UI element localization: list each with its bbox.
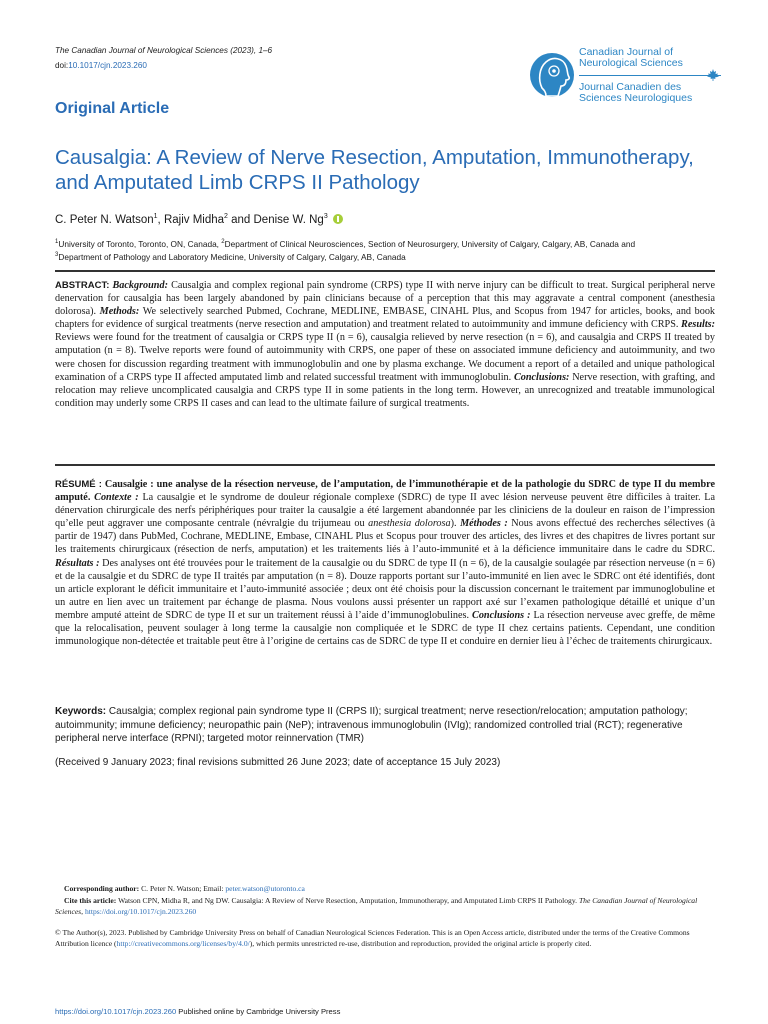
abstract-english — [55, 279, 715, 410]
methods-label: Methods: — [99, 306, 140, 318]
abstract-label: ABSTRACT: — [55, 280, 110, 291]
journal-citation: The Canadian Journal of Neurological Sciences (2023), 1–6 — [55, 46, 273, 55]
affiliation-sup: 1 — [55, 239, 59, 245]
methods-text: We selectively searched Pubmed, Cochrane, MEDLINE, EMBASE, CINAHL Plus, and Scopus from 1947 for articles, books, and book chapters for evidence of surgical treatments (nerve resection and amputation) and treatment related to autoimmunity and immune deficiency with CRPS. — [55, 306, 716, 331]
doi-line — [55, 61, 147, 70]
corresponding-text: C. Peter N. Watson; Email: — [141, 884, 224, 893]
corresponding-author — [64, 883, 714, 894]
contexte-text: La causalgie et le syndrome de douleur régionale complexe (SDRC) de type II avec lésion nerveuse peuvent être difficiles à traiter. La dénervation chirurgicale des nerfs périphériques pour traiter la causalgie a été largement abandonnée par les cliniciens de la douleur en raison de l’impression qu’elle peut aggraver une composante centrale (névralgie du trijumeau ou — [55, 492, 716, 530]
methodes-text: Nous avons effectué des recherches sélectives (à partir de 1947) dans PubMed, Cochrane, MEDLINE, Embase, CINAHL Plus et Scopus pour trouver des articles, des livres et des chapitres de livres portant sur les traitements chirurgicaux (résection de nerfs, amputation) et les traitements liés à l’auto-immunité et à la déficience immunitaire dans le cadre du SDRC. — [55, 518, 716, 556]
background-label: Background: — [112, 280, 168, 291]
conclusions-fr-label: Conclusions : — [472, 609, 531, 621]
affiliation-text: University of Toronto, Toronto, ON, Canada, — [58, 238, 222, 249]
keywords — [55, 705, 715, 746]
affiliations-line-1 — [55, 236, 715, 250]
license-text: © The Author(s), 2023. Published by Cambridge University Press on behalf of Canadian Neurological Sciences Federation. This is an Open Access article, distributed under the terms of the Creative Commons Attribution licence ( — [55, 928, 690, 948]
divider-rule — [55, 464, 715, 466]
license-text-end: ), which permits unrestricted re-use, distribution and reproduction, provided the original article is properly cited. — [249, 939, 592, 948]
logo-fr-line2: Sciences Neurologiques — [579, 92, 693, 104]
cite-text: Watson CPN, Midha R, and Ng DW. Causalgia: A Review of Nerve Resection, Amputation, Immunotherapy, and Amputated Limb CRPS II Pathology. — [118, 896, 578, 905]
results-text: Reviews were found for the treatment of causalgia or CRPS type II (n = 6), causalgia relieved by nerve resection (n = 6), and causalgia and CRPS II treated by amputation (n = 8). Twelve reports were found of autoimmunity with CRPS, one paper of these on associated immune deficiency and autoimmunity, and two were chosen for discussion regarding treatment with immunoglobulin and one by plasma exchange. We document a report of a detailed and unique pathological examination of a CRPS type II affected amputated limb and related successful treatment with immunoglobulin. — [55, 332, 715, 383]
page-footer — [55, 1007, 340, 1016]
footer-text: Published online by Cambridge University Press — [178, 1007, 341, 1016]
author-affiliation-sup: 2 — [224, 213, 228, 220]
logo-en-line2: Neurological Sciences — [579, 57, 683, 69]
maple-leaf-icon — [707, 69, 719, 81]
cite-journal: The Canadian Journal of Neurological Sciences — [55, 896, 698, 916]
doi-prefix: doi: — [55, 61, 69, 70]
logo-en-line1: Canadian Journal of — [579, 46, 673, 58]
logo-divider — [579, 75, 721, 76]
cite-this-article — [55, 895, 715, 917]
logo-fr-line1: Journal Canadien des — [579, 81, 682, 93]
author-separator: , — [157, 213, 164, 226]
journal-logo — [528, 42, 728, 108]
article-type: Original Article — [55, 100, 170, 117]
license-link[interactable]: http://creativecommons.org/licenses/by/4.0/ — [116, 939, 250, 948]
resultats-text: Des analyses ont été trouvées pour le traitement de la causalgie ou du SDRC de type II (n = 6), de la causalgie soulagée par résection nerveuse (n = 6) et de la causalgie et du SDRC de type II traités par amputation (n = 8). Douze rapports portant sur l’auto-immunité en lien avec le SDRC ont été identifiés, dont un article explorant le déficit immunitaire et l’auto-immunité associée ; deux ont été choisis pour la discussion concernant le traitement par immunoglobuline et un autre en lien avec un traitement par échange de plasma. Nous voulons aussi présenter un rapport axé sur l’examen pathologique détaillé et unique d’un membre amputé atteint de SDRC de type II et sur un traitement réussi à l’aide d’immunoglobulines. — [55, 557, 716, 621]
results-label: Results: — [681, 319, 716, 331]
author-affiliation-sup: 3 — [323, 213, 328, 220]
affiliation-sup: 2 — [221, 239, 225, 245]
divider-rule — [55, 270, 715, 272]
article-title: Causalgia: A Review of Nerve Resection, Amputation, Immunotherapy, and Amputated Limb CRPS II Pathology — [55, 146, 694, 194]
cite-separator: , — [81, 907, 84, 916]
cite-doi-link[interactable]: https://doi.org/10.1017/cjn.2023.260 — [84, 907, 197, 916]
cite-label: Cite this article: — [64, 896, 117, 905]
conclusions-label: Conclusions: — [513, 371, 570, 383]
keywords-text: Causalgia; complex regional pain syndrome type II (CRPS II); surgical treatment; nerve resection/relocation; amputation pathology; autoimmunity; immune deficiency; neuropathic pain (NeP); intravenous immunoglobulin (IVIg); randomized controlled trial (RCT); regenerative peripheral nerve interface (RPNI); targeted motor reinnervation (TMR) — [55, 706, 688, 744]
footer-doi-link[interactable]: https://doi.org/10.1017/cjn.2023.260 — [55, 1007, 177, 1016]
author-name: Denise W. Ng — [253, 213, 324, 226]
affiliation-text: Department of Clinical Neurosciences, Section of Neurosurgery, University of Calgary, Calgary, AB, Canada and — [224, 238, 636, 249]
doi-link[interactable]: 10.1017/cjn.2023.260 — [68, 61, 147, 70]
contexte-text-end: ). — [450, 518, 457, 530]
author-name: Rajiv Midha — [163, 213, 225, 226]
author-affiliation-sup: 1 — [153, 213, 158, 220]
author-list — [55, 213, 343, 226]
head-profile-icon — [528, 42, 576, 108]
contexte-italic: anesthesia dolorosa — [368, 518, 451, 530]
keywords-label: Keywords: — [55, 706, 107, 717]
license-notice — [55, 927, 715, 949]
abstract-french — [55, 478, 715, 648]
background-text: Causalgia and complex regional pain syndrome (CRPS) type II with nerve injury can be difficult to treat. Surgical peripheral nerve denervation for causalgia has been largely abandoned by pain clinicians because of a perception that this may aggravate a central component (anesthesia dolorosa). — [55, 280, 716, 318]
resume-label: RÉSUMÉ : — [55, 479, 102, 490]
resume-title: Causalgie : une analyse de la résection nerveuse, de l’amputation, de l’immunothérapie et de la pathologie du SDRC de type II du membre amputé. — [55, 479, 715, 504]
orcid-icon[interactable] — [333, 214, 343, 224]
affiliation-text: Department of Pathology and Laboratory Medicine, University of Calgary, Calgary, AB, Canada — [58, 251, 406, 262]
author-name: C. Peter N. Watson — [55, 213, 154, 226]
conclusions-text: Nerve resection, with grafting, and relocation may relieve uncomplicated causalgia and CRPS type II in some patients in the long term. However, an unrecognized and treatable immunological condition may underly some CRPS II cases and can lead to the ultimate failure of surgical treatments. — [55, 371, 716, 409]
resultats-label: Résultats : — [55, 557, 100, 569]
received-dates: (Received 9 January 2023; final revisions submitted 26 June 2023; date of acceptance 15 July 2023) — [55, 757, 501, 768]
author-separator: and — [227, 213, 254, 226]
affiliation-sup: 3 — [55, 252, 59, 258]
contexte-label: Contexte : — [94, 492, 139, 504]
corresponding-label: Corresponding author: — [64, 884, 140, 893]
conclusions-fr-text: La résection nerveuse avec greffe, de même que la relocalisation, peuvent soulager à long terme la causalgie non compliquée et le SDRC de type II chez certains patients. Cependant, une condition immunologique non-détectée et traitable peut être à l’origine de certains cas de SDRC de type II et conduire en dernier lieu à l’échec de traitements chirurgicaux. — [55, 609, 716, 648]
affiliations-line-2 — [55, 249, 715, 263]
email-link[interactable]: peter.watson@utoronto.ca — [225, 884, 305, 893]
methodes-label: Méthodes : — [460, 518, 508, 530]
